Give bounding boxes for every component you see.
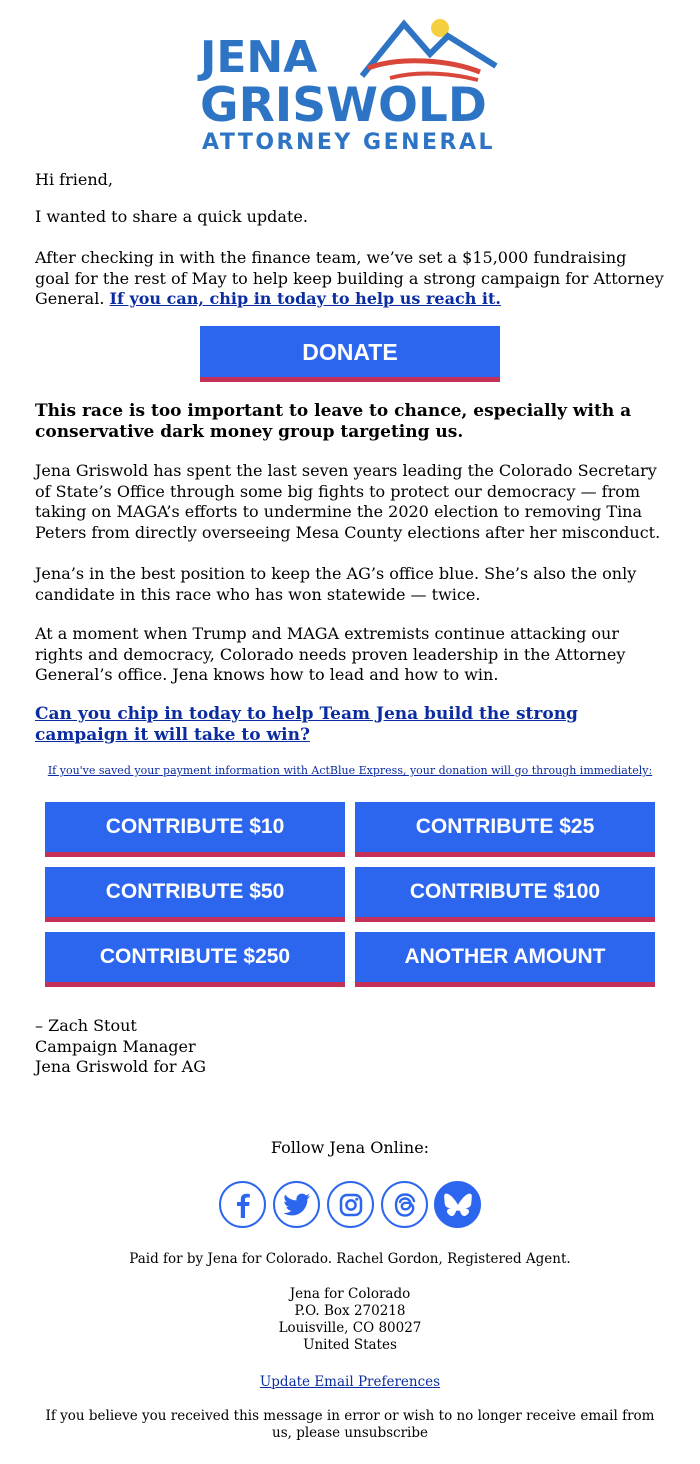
contribute-25-button[interactable]: CONTRIBUTE $25 bbox=[355, 802, 655, 857]
unsubscribe-notice[interactable]: If you believe you received this message in error or wish to no longer receive email from us, please unsubscribe bbox=[45, 1408, 655, 1441]
contribute-250-button[interactable]: CONTRIBUTE $250 bbox=[45, 932, 345, 987]
actblue-express-link[interactable]: If you've saved your payment information with ActBlue Express, your donation will go through immediately: bbox=[47, 764, 653, 777]
goal-text: After checking in with the finance team, we’ve set a $15,000 fundraising goal for the rest of May to help keep building a strong campaign for Attorney General. bbox=[35, 248, 664, 308]
chip-in-link[interactable]: If you can, chip in today to help us reach it. bbox=[109, 289, 501, 308]
logo-name-last: GRISWOLD bbox=[200, 78, 487, 133]
signature-name: – Zach Stout bbox=[35, 1016, 137, 1035]
logo-office: ATTORNEY GENERAL bbox=[202, 130, 496, 155]
address-line-3: Louisville, CO 80027 bbox=[278, 1320, 422, 1336]
contribute-50-button[interactable]: CONTRIBUTE $50 bbox=[45, 867, 345, 922]
goal-paragraph bbox=[35, 248, 665, 310]
address-line-2: P.O. Box 270218 bbox=[294, 1303, 406, 1319]
facebook-icon[interactable] bbox=[219, 1181, 266, 1228]
signature-title: Campaign Manager bbox=[35, 1036, 196, 1056]
instagram-icon[interactable] bbox=[327, 1181, 374, 1228]
signature-org: Jena Griswold for AG bbox=[35, 1057, 206, 1076]
bold-heading: This race is too important to leave to chance, especially with a conservative dark money group targeting us. bbox=[35, 401, 632, 442]
address-line-1: Jena for Colorado bbox=[289, 1286, 411, 1302]
greeting bbox=[35, 170, 665, 191]
position-paragraph: Jena’s in the best position to keep the AG’s office blue. She’s also the only candidate in this race who has won statewide — twice. bbox=[35, 564, 637, 604]
campaign-logo bbox=[0, 14, 700, 154]
address-line-4: United States bbox=[303, 1337, 397, 1353]
paid-for-disclaimer: Paid for by Jena for Colorado. Rachel Gordon, Registered Agent. bbox=[129, 1251, 571, 1267]
signature bbox=[35, 1016, 206, 1078]
donate-button[interactable]: DONATE bbox=[200, 326, 500, 382]
mailing-address bbox=[0, 1286, 700, 1354]
twitter-icon[interactable] bbox=[273, 1181, 320, 1228]
record-paragraph: Jena Griswold has spent the last seven years leading the Colorado Secretary of State’s Office through some big fights to protect our democracy — from taking on MAGA’s efforts to undermine the 2020 election to removing Tina Peters from directly overseeing Mesa County elections after her misconduct. bbox=[35, 461, 661, 542]
threads-icon[interactable] bbox=[381, 1181, 428, 1228]
greeting-text: Hi friend, bbox=[35, 170, 113, 189]
contribute-10-button[interactable]: CONTRIBUTE $10 bbox=[45, 802, 345, 857]
intro-paragraph bbox=[35, 207, 665, 228]
social-links bbox=[219, 1181, 481, 1231]
bluesky-icon[interactable] bbox=[434, 1181, 481, 1228]
update-preferences-link[interactable]: Update Email Preferences bbox=[259, 1374, 441, 1390]
another-amount-button[interactable]: ANOTHER AMOUNT bbox=[355, 932, 655, 987]
contribute-100-button[interactable]: CONTRIBUTE $100 bbox=[355, 867, 655, 922]
chip-in-campaign-link[interactable]: Can you chip in today to help Team Jena build the strong campaign it will take to win? bbox=[35, 704, 578, 745]
follow-label: Follow Jena Online: bbox=[270, 1138, 430, 1157]
intro-text: I wanted to share a quick update. bbox=[35, 207, 308, 226]
logo-name-first: JENA bbox=[200, 32, 318, 83]
moment-paragraph: At a moment when Trump and MAGA extremists continue attacking our rights and democracy, Colorado needs proven leadership in the Attorney General’s office. Jena knows how to lead and how to win. bbox=[35, 624, 626, 684]
